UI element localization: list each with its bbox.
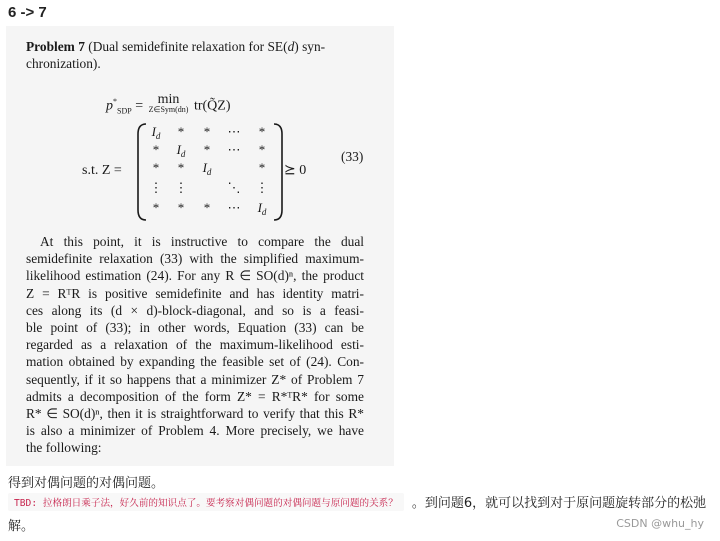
eq-lhs-sub: SDP bbox=[117, 106, 132, 116]
matrix-cell: ⋯ bbox=[227, 124, 241, 139]
matrix-cell: * bbox=[203, 142, 211, 157]
paragraph-line: sequently, if it so happens that a minimizer Z* of Problem 7 bbox=[26, 371, 364, 387]
paragraph-line: is also a minimizer of Problem 4. More precisely, we have bbox=[26, 423, 364, 439]
paragraph-line: the following: bbox=[26, 440, 102, 456]
constraint-matrix bbox=[136, 120, 286, 224]
matrix-cell: * bbox=[152, 160, 160, 175]
eq-objective: tr(Q̃Z) bbox=[193, 98, 231, 114]
paragraph-line: regarded as a relaxation of the maximum-likelihood esti- bbox=[26, 337, 364, 353]
equation-number: (33) bbox=[341, 149, 364, 164]
note-line-2-text: 。到问题6，就可以找到对于原问题旋转部分的松弛 bbox=[411, 496, 707, 511]
matrix-cell: * bbox=[177, 124, 185, 139]
problem-statement bbox=[26, 38, 370, 72]
paragraph bbox=[26, 233, 364, 457]
paragraph-line: mation obtained by expanding the feasible set of (24). Con- bbox=[26, 354, 364, 370]
matrix-cell: * bbox=[203, 200, 211, 215]
paragraph-line: semidefinite relaxation (33) with the simplified maximum- bbox=[26, 251, 364, 267]
matrix-cell: * bbox=[152, 200, 160, 215]
matrix-left-bracket bbox=[138, 124, 146, 220]
paragraph-line: ces along its (d × d)-block-diagonal, and so is a feasi- bbox=[26, 302, 364, 318]
matrix-cell: ⋮ bbox=[174, 180, 188, 195]
objective-equation bbox=[106, 93, 231, 120]
eq-min-label: min bbox=[157, 92, 180, 107]
matrix-cell: ⋯ bbox=[227, 200, 241, 215]
paragraph-line: ble point of (33); in other words, Equation (33) can be bbox=[26, 320, 364, 336]
section-heading: 6 -> 7 bbox=[8, 4, 47, 21]
psd-constraint: ⪰ 0 bbox=[284, 163, 307, 178]
eq-equals: = bbox=[135, 98, 144, 114]
matrix-cell: ⋯ bbox=[227, 142, 241, 157]
eq-lhs: p bbox=[106, 98, 113, 114]
matrix-cell: * bbox=[258, 142, 266, 157]
constraint-label: s.t. Z = bbox=[82, 163, 122, 178]
eq-lhs-sup: * bbox=[113, 97, 117, 106]
todo-inline-code: TBD: 拉格朗日乘子法，好久前的知识点了。要考察对偶问题的对偶问题与原问题的关系？ bbox=[8, 493, 404, 511]
note-line-2 bbox=[8, 492, 706, 511]
matrix-cell: $I_d$ bbox=[257, 200, 267, 217]
matrix-cell: * bbox=[177, 200, 185, 215]
matrix-cell: $I_d$ bbox=[202, 160, 212, 177]
eq-min-sub: Z∈Sym(dn) bbox=[148, 105, 189, 114]
paragraph-line: At this point, it is instructive to compare the dual bbox=[40, 234, 364, 249]
matrix-cell: * bbox=[258, 160, 266, 175]
watermark: CSDN @whu_hy bbox=[616, 517, 704, 530]
problem-title-2: chronization). bbox=[26, 56, 101, 72]
matrix-cell: ⋱ bbox=[227, 180, 241, 195]
paragraph-line: Z = RᵀR is positive semidefinite and has identity matri- bbox=[26, 285, 364, 301]
matrix-cell: ⋮ bbox=[255, 180, 269, 195]
paragraph-line: admits a decomposition of the form Z* = R*ᵀR* for some bbox=[26, 388, 364, 404]
note-line-1: 得到对偶问题的对偶问题。 bbox=[8, 476, 165, 491]
eq-min bbox=[149, 93, 189, 114]
matrix-cell: * bbox=[258, 124, 266, 139]
paper-excerpt bbox=[26, 38, 370, 456]
problem-title-1b: ) syn- bbox=[294, 39, 326, 54]
matrix-cell: $I_d$ bbox=[151, 124, 161, 141]
problem-title-d: d bbox=[287, 39, 295, 54]
matrix-cell: ⋮ bbox=[149, 180, 163, 195]
paragraph-line: R* ∈ SO(d)ⁿ, then it is straightforward to verify that this R* bbox=[26, 406, 364, 422]
note-line-3: 解。 bbox=[8, 519, 35, 534]
problem-label: Problem 7 bbox=[26, 39, 85, 54]
matrix-cell: $I_d$ bbox=[176, 142, 186, 159]
matrix-cell: * bbox=[177, 160, 185, 175]
matrix-right-bracket bbox=[274, 124, 282, 220]
paragraph-line: likelihood estimation (24). For any R ∈ SO(d)ⁿ, the product bbox=[26, 268, 364, 284]
matrix-cell: * bbox=[152, 142, 160, 157]
problem-title-1: (Dual semidefinite relaxation for SE( bbox=[88, 39, 288, 54]
matrix-cell: * bbox=[203, 124, 211, 139]
